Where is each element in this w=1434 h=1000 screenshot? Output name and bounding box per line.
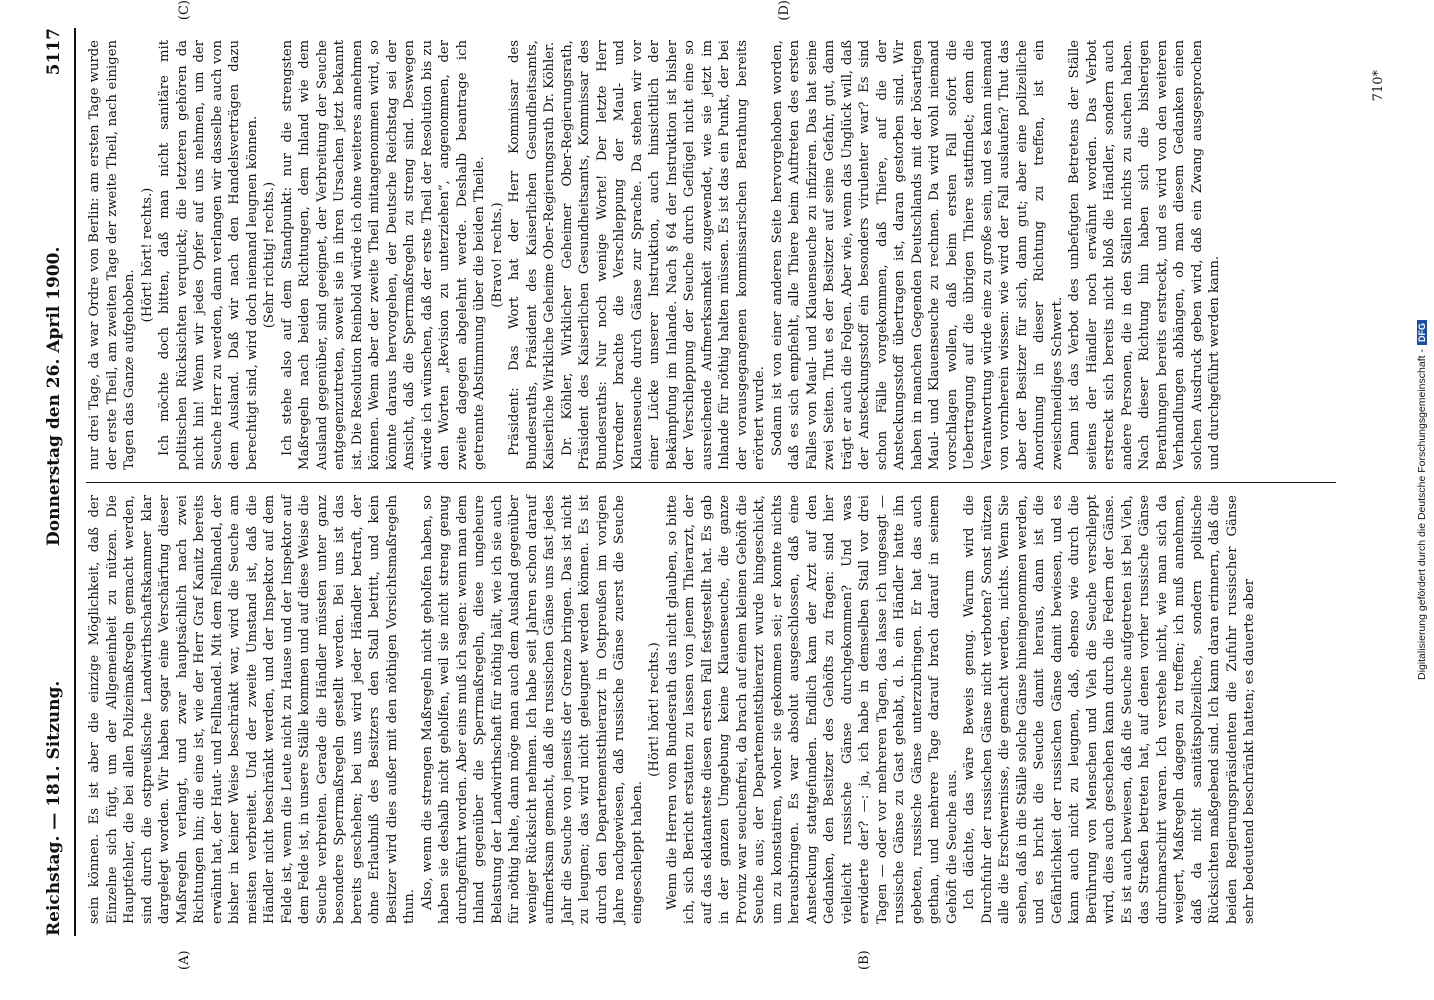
paragraph: sein können. Es ist aber die einzige Möglichkeit, daß der Einzelne sich fügt, um der Allgemeinheit zu nützen. Die Hauptfehler, die bei allen Polizeimaßregeln gemacht werden, sind durch die ostpreußische Landwirthschaftskammer klar dargelegt worden. Wir haben sogar eine Verschärfung dieser Maßregeln verlangt, und zwar hauptsächlich nach zwei Richtungen hin; die eine ist, wie der Herr Graf Kanitz bereits erwähnt hat, der Haut- und Fellhandel. Mit dem Fellhandel, der bisher in keiner Weise beschränkt war, wird die Seuche am meisten verbreitet. Und der zweite Umstand ist, daß die Händler nicht beschränkt werden, und der Inspektor auf dem Felde ist, wenn die Leute nicht zu Hause und der Inspektor auf dem Felde ist, in unsere Ställe kommen und auf diese Weise die Seuche verbreiten. Gerade die Händler müssten unter ganz besondere Sperrmaßregeln gestellt werden. Bei uns ist das bereits geschehen; bei uns wird jeder Händler betraft, der ohne Erlaubniß des Besitzers den Stall betritt, und kein Besitzer wird dies außer mit den nöthigen Vorsichtsmaßregeln thun. — [87, 495, 417, 924]
page-header — [40, 28, 76, 936]
digitization-note — [1408, 0, 1434, 1000]
dfg-logo: DFG — [1417, 320, 1427, 345]
paragraph: Ich dächte, das wäre Beweis genug. Warum wird die Durchfuhr der russischen Gänse nicht verboten? Sonst nützen alle die Erschwernisse, die gemacht werden, nichts. Wenn Sie sehen, daß in die Ställe solche Gänse hineingenommen werden, und es bricht die Seuche damit heraus, dann ist die Gefährlichkeit der russischen Gänse damit bewiesen, und es kann auch nicht zu leugnen, daß, ebenso wie durch die Berührung von Menschen und Vieh die Seuche verschleppt wird, dies auch geschehen kann durch die Federn der Gänse. Es ist auch bewiesen, daß die Seuche aufgetreten ist bei Vieh, das Straßen betreten hat, auf denen vorher russische Gänse durchmarschirt waren. Ich verstehe nicht, wie man sich da weigert, Maßregeln dagegen zu treffen; ich muß annehmen, daß da nicht sanitätspolizeiliche, sondern politische Rücksichten maßgebend sind. Ich kann daran erinnern, daß die beiden Regierungspräsidenten die Zufuhr russischer Gänse sehr bedeutend beschränkt hatten; es dauerte aber — [962, 495, 1257, 924]
header-date: Donnerstag den 26. April 1900. — [44, 246, 64, 546]
margin-mark-d: (D) — [777, 0, 792, 21]
interjection: (Sehr richtig! rechts.) — [262, 181, 277, 329]
paragraph: Dr. Köhler, Wirklicher Geheimer Ober-Regierungsrath, Präsident des Kaiserlichen Gesundheitsamts, Kommissar des Bundesraths: Nur noch wenige Worte! Der letzte Herr Vorredner brachte die Verschleppung der Maul- und Klauenseuche durch Gänse zur Sprache. Da stehen wir vor einer Lücke unserer Instruktion, auch hinsichtlich der Bekämpfung im Inlande. Nach § 64 der Instruktion ist bisher der Verschleppung der Seuche durch Geflügel nicht eine so ausreichende Aufmerksamkeit zugewendet, wie sie jetzt im Inlande für nöthig halten müssen. Es ist das ein Punkt, der bei der vorausgegangenen kommissarischen Berathung bereits erörtert wurde. — [559, 40, 767, 470]
right-column — [86, 0, 1336, 482]
page-number: 5117 — [44, 28, 64, 76]
paragraph: Wenn die Herren vom Bundesrath das nicht glauben, so bitte ich, sich Bericht erstatten zu lassen von jenem Thierarzt, der auf das eklatanteste diesen ersten Fall festgestellt hat. Es gab in der ganzen Umgebung keine Klauenseuche, die ganze Provinz war seuchenfrei, da brach auf einem kleinen Gehöft die Seuche aus; der Departementsthierarzt wurde hingeschickt, um zu konstatiren, woher sie gekommen sei; er konnte nichts herausbringen. Es war absolut ausgeschlossen, daß eine Ansteckung stattgefunden. Endlich kam der Arzt auf den Gedanken, den Besitzer des Gehöfts zu fragen: sind hier vielleicht russische Gänse durchgekommen? Und was erwiderte der? —: ja, ich habe in demselben Stall vor drei Tagen — oder vor mehreren Tagen, das lasse ich ungesagt — russische Gänse zu Gast gehabt, d. h. ein Händler hatte ihn gebeten, russische Gänse unterzubringen. Er hat das auch gethan, und mehrere Tage darauf brach darauf in seinem Gehöft die Seuche aus. — [664, 495, 960, 924]
paragraph: Also, wenn die strengen Maßregeln nicht geholfen haben, so haben sie deshalb nicht geholfen, weil sie nicht streng genug durchgeführt worden. Aber eins muß ich sagen: wenn man dem Inland gegenüber die Sperrmaßregeln, diese ungeheure Belastung der Landwirthschaft für nöthig hält, wie ich sie auch für nöthig halte, dann möge man auch dem Ausland gegenüber weniger Rücksicht nehmen. Ich habe seit Jahren schon darauf aufmerksam gemacht, daß die russischen Gänse uns fast jedes Jahr die Seuche von jenseits der Grenze bringen. Das ist nicht zu leugnen; das wird nicht geleugnet werden können. Es ist durch den Departementsthierarzt in Ostpreußen im vorigen Jahre nachgewiesen, daß russische Gänse zuerst die Seuche eingeschleppt haben. — [419, 495, 645, 924]
interjection: (Hört! hört! rechts.) — [139, 187, 155, 323]
paragraph: nur drei Tage, da war Ordre von Berlin: am ersten Tage wurde der erste Theil, am zweiten Tage der zweite Theil, nach einigen Tagen das Ganze aufgehoben. — [87, 40, 137, 470]
paragraph: Sodann ist von einer anderen Seite hervorgehoben worden, daß es sich empfiehlt, alle Thiere beim Auftreten des ersten Falles von Maul- und Klauenseuche zu infiziren. Das hat seine zwei Seiten. Thut es der Besitzer auf seine Gefahr, gut, dann trägt er auch die Folgen. Aber wie, wenn das Unglück will, daß der Ansteckungsstoff ein besonders virulenter war? Es sind schon Fälle vorgekommen, daß Thiere, auf die der Ansteckungsstoff übertragen ist, daran gestorben sind. Wir haben in manchen Gegenden Deutschlands mit der bösartigen Maul- und Klauenseuche zu rechnen. Da wird wohl niemand vorschlagen wollen, daß beim ersten Fall sofort die Uebertragung auf die übrigen Thiere stattfindet; denn die Verantwortung würde eine zu große sein, und es kann niemand von vornherein wissen: wie wird der Fall auslaufen? Thut das aber der Besitzer für sich, dann gut; aber eine polizeiliche Anordnung in dieser Richtung zu treffen, ist ein zweischneidiges Schwert. — [769, 40, 1065, 470]
margin-mark-b: (B) — [857, 950, 872, 970]
margin-mark-c: (C) — [177, 0, 192, 21]
paragraph: Ich stehe also auf dem Standpunkt: nur die strengsten Maßregeln nach beiden Richtungen, dem Inland wie dem Ausland gegenüber, sind geeignet, der Verbreitung der Seuche entgegenzutreten, soweit sie in ihren Ursachen jetzt bekannt ist. Die Resolution Reinbold würde ich ohne weiteres annehmen können. Wenn aber der zweite Theil mitangenommen wird, so könnte daraus hervorgehen, der Deutsche Reichstag sei der Ansicht, daß die Sperrmaßregeln zu streng sind. Deswegen würde ich wünschen, daß der erste Theil der Resolution bis zu den Worten „Revision zu unterziehen“, angenommen, der zweite dagegen abgelehnt werde. Deshalb beantrage ich getrennte Abstimmung über die beiden Theile. — [279, 40, 487, 470]
margin-mark-a: (A) — [177, 950, 192, 970]
header-left: Reichstag. — 181. Sitzung. — [44, 680, 64, 936]
paragraph: Dann ist das Verbot des unbefugten Betretens der Ställe seitens der Händler noch erwähnt worden. Das Verbot erstreckt sich bereits nicht bloß die Händler, sondern auch andere Personen, die in den Ställen nichts zu suchen haben. Nach dieser Richtung hin haben sich die bisherigen Berathungen bereits erstreckt, und es wird von den weiteren Verhandlungen abhängen, ob man diesem Gedanken einen solchen Ausdruck geben wird, daß ein Zwang ausgesprochen und durchgeführt werden kann. — [1067, 40, 1222, 470]
text-columns — [86, 0, 1336, 970]
interjection: (Bravo! rechts.) — [489, 202, 505, 308]
digitization-text: Digitalisierung gefördert durch die Deutsche Forschungsgemeinschaft - — [1416, 349, 1428, 680]
paragraph: Ich möchte doch bitten, daß man nicht sanitäre mit politischen Rücksichten verquickt; die letzteren gehören da nicht hin! Wenn wir jedes Opfer auf uns nehmen, um der Seuche Herr zu werden, dann verlangen wir dasselbe auch von dem Ausland. Daß wir nach den Handelsverträgen dazu berechtigt sind, wird doch niemand leugnen können. — [157, 40, 260, 470]
paragraph: Präsident: Das Wort hat der Herr Kommissar des Bundesraths, Präsident des Kaiserlichen Gesundheitsamts, Kaiserliche Wirkliche Geheime Ober-Regierungsrath Dr. Köhler. — [507, 40, 557, 470]
footer-number: 710* — [1371, 70, 1386, 102]
left-column — [86, 482, 1336, 970]
interjection: (Hört! hört! rechts.) — [647, 642, 662, 777]
